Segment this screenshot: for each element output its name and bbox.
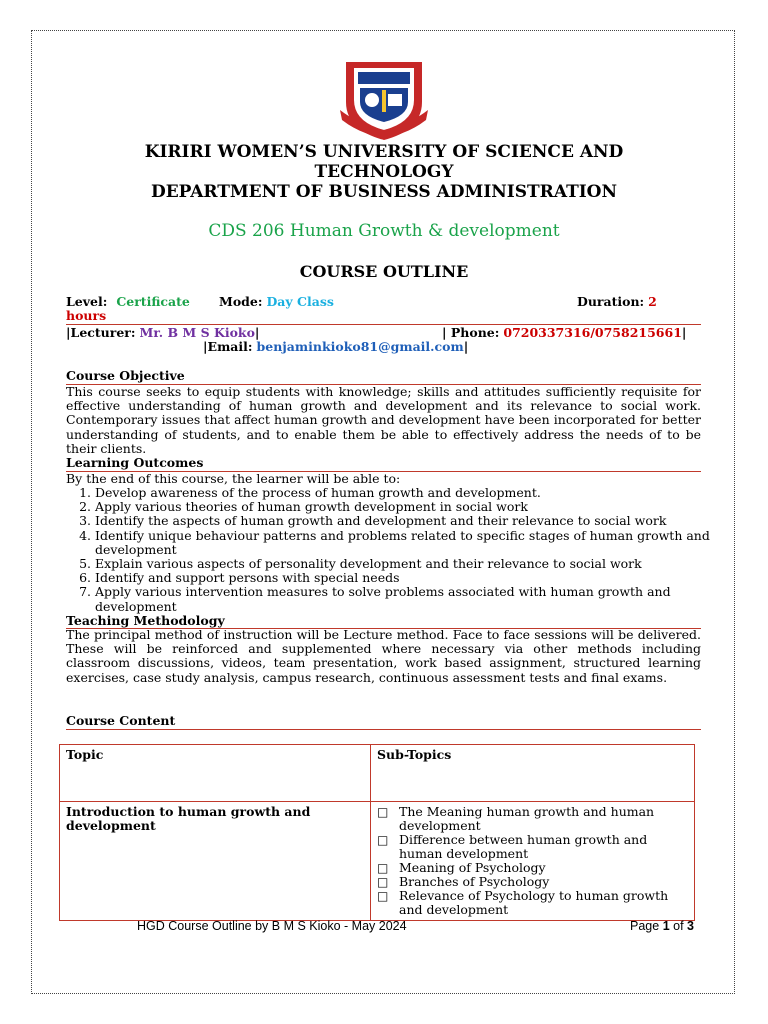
level-label: Level: [66, 294, 108, 309]
divider [66, 729, 701, 730]
mode-label: Mode: [219, 294, 263, 309]
phone-label: | Phone: [442, 325, 500, 340]
bullet-square-icon: □ [377, 875, 389, 889]
level-value: Certificate [116, 294, 190, 309]
bullet-square-icon: □ [377, 833, 389, 847]
subtopics-cell [371, 802, 695, 921]
lecturer-row: |Lecturer: Mr. B M S Kioko| [66, 325, 260, 340]
university-crest-logo [338, 50, 430, 142]
objective-title: Course Objective [66, 368, 185, 383]
email-label: |Email: [203, 339, 253, 354]
duration-label: Duration: [577, 294, 645, 309]
department-name: DEPARTMENT OF BUSINESS ADMINISTRATION [150, 182, 618, 202]
lecturer-label: |Lecturer: [66, 325, 136, 340]
header-topic: Topic [60, 745, 371, 802]
duration-unit: hours [66, 308, 107, 323]
outcomes-intro: By the end of this course, the learner will be able to: [66, 471, 401, 486]
list-item: 2. Apply various theories of human growth development in social work [95, 500, 730, 514]
mode-value: Day Class [266, 294, 334, 309]
methodology-text: The principal method of instruction will be Lecture method. Face to face sessions will be delivered. These will be reinforced and supplemented where necessary via other methods including classroom discussions, videos, team presentation, work based assignment, structured learning exercises, case study analysis, campus research, continuous assessment tests and final exams. [66, 627, 701, 685]
footer-text: HGD Course Outline by B M S Kioko - May 2024 [137, 919, 407, 933]
university-name: KIRIRI WOMEN’S UNIVERSITY OF SCIENCE AND [144, 142, 624, 162]
list-item: □ The Meaning human growth and human development [377, 804, 655, 833]
duration-value: 2 [648, 294, 657, 309]
list-item: 1. Develop awareness of the process of human growth and development. [95, 486, 730, 500]
email-row: |Email: benjaminkioko81@gmail.com| [203, 339, 469, 354]
list-item: □ Difference between human growth and human development [377, 832, 648, 861]
bullet-square-icon: □ [377, 861, 389, 875]
course-content-table [59, 744, 695, 921]
outcomes-title: Learning Outcomes [66, 455, 204, 470]
course-title: CDS 206 Human Growth & development [208, 221, 560, 241]
header-subtopics: Sub-Topics [371, 745, 695, 802]
lecturer-value: Mr. B M S Kioko [139, 325, 255, 340]
topic-cell: Introduction to human growth and development [60, 802, 371, 921]
email-value[interactable]: benjaminkioko81@gmail.com [256, 339, 464, 354]
list-item: 5. Explain various aspects of personality development and their relevance to social work [95, 557, 730, 571]
duration-row [577, 295, 657, 309]
page-number: Page 1 of 3 [630, 919, 694, 933]
phone-row: | Phone: 0720337316/0758215661| [442, 325, 687, 340]
table-header-row [60, 745, 695, 802]
mode-row [219, 295, 334, 309]
bullet-square-icon: □ [377, 889, 389, 903]
list-item: 4. Identify unique behaviour patterns and problems related to specific stages of human growth and development [95, 529, 730, 557]
university-name-line2: TECHNOLOGY [314, 162, 454, 182]
list-item: □ Branches of Psychology [377, 874, 550, 889]
list-item: 3. Identify the aspects of human growth and development and their relevance to social work [95, 514, 730, 528]
outline-title: COURSE OUTLINE [299, 262, 469, 281]
level-row [66, 295, 190, 309]
list-item: □ Meaning of Psychology [377, 860, 546, 875]
list-item: 7. Apply various intervention measures to solve problems associated with human growth and development [95, 585, 730, 613]
subtopics-list [377, 805, 688, 917]
bullet-square-icon: □ [377, 805, 389, 819]
content-title: Course Content [66, 713, 176, 728]
list-item: 6. Identify and support persons with special needs [95, 571, 730, 585]
objective-text: This course seeks to equip students with knowledge; skills and attitudes sufficiently requisite for effective understanding of human growth and development and its relevance to social work. Contemporary issues that affect human growth and development have been incorporated for better understanding of students, and to enable them be able to effectively address the needs of to be their clients. [66, 384, 701, 456]
list-item: □ Relevance of Psychology to human growth and development [377, 888, 669, 917]
outcomes-list [66, 486, 730, 614]
phone-value: 0720337316/0758215661 [503, 325, 682, 340]
table-row [60, 802, 695, 921]
methodology-title: Teaching Methodology [66, 613, 225, 628]
